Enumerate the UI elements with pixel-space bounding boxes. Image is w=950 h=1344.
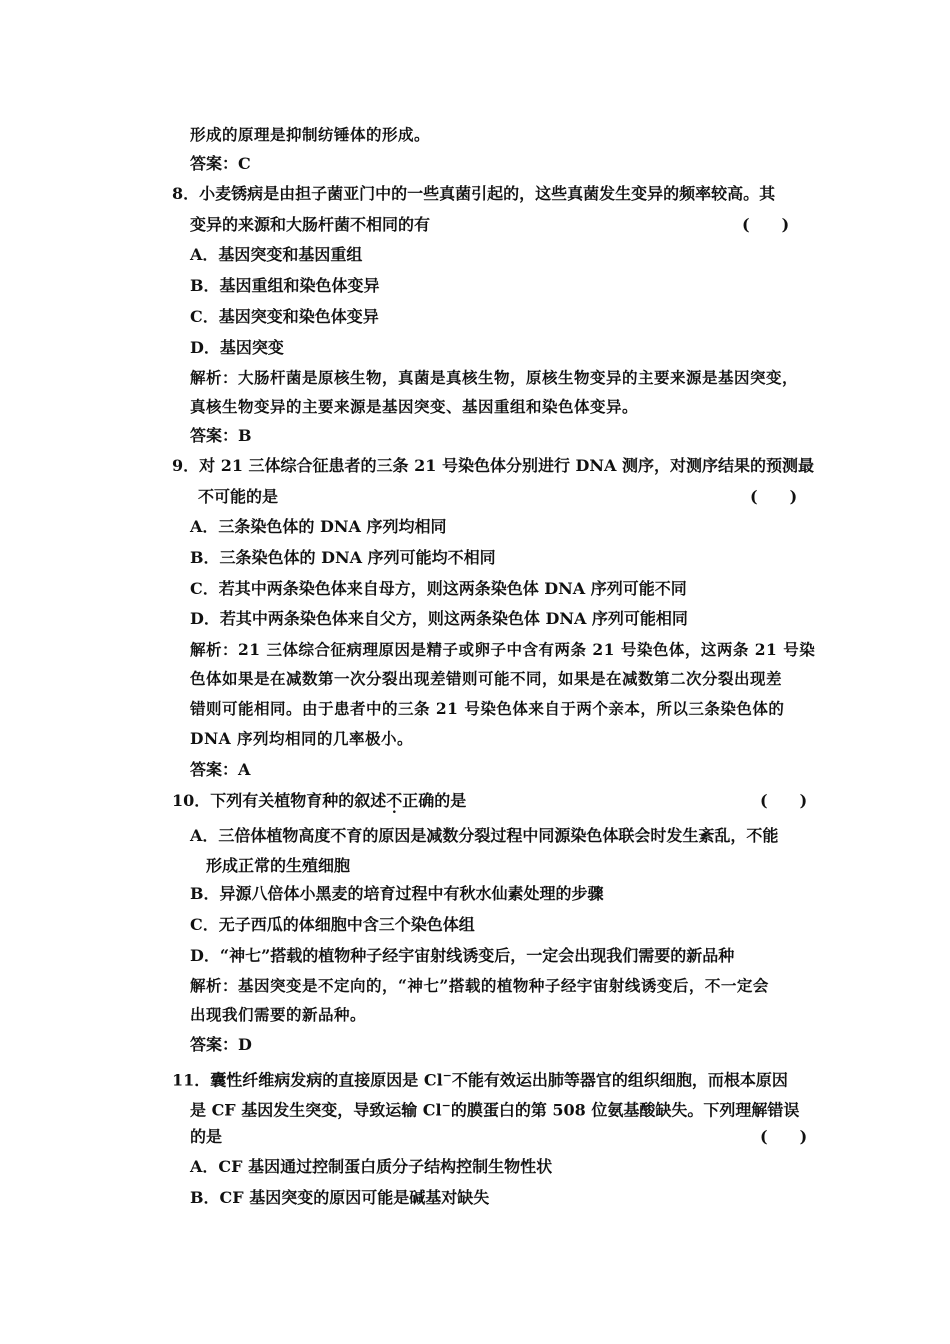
answer-label: 答案： bbox=[190, 426, 239, 445]
q10-stem-pre: 10．下列有关植物育种的叙述 bbox=[172, 791, 387, 810]
q8-option-d: D．基因突变 bbox=[190, 338, 284, 357]
q9-option-d: D．若其中两条染色体来自父方，则这两条染色体 DNA 序列可能相同 bbox=[190, 609, 688, 628]
q11-stem-line1-a: 11．囊性纤维病发病的直接原因是 Cl bbox=[172, 1070, 443, 1090]
q8-option-c: C．基因突变和染色体变异 bbox=[190, 307, 379, 326]
explanation-label: 解析： bbox=[190, 640, 239, 659]
q9-answer-paren: ( ) bbox=[750, 487, 798, 506]
explanation-text: 大肠杆菌是原核生物，真菌是真核生物，原核生物变异的主要来源是基因突变， bbox=[238, 368, 799, 387]
explanation-label: 解析： bbox=[190, 368, 239, 387]
answer-label: 答案： bbox=[190, 760, 239, 779]
q7-answer bbox=[190, 153, 251, 175]
q10-option-b: B．异源八倍体小黑麦的培育过程中有秋水仙素处理的步骤 bbox=[190, 884, 604, 903]
q9-option-a: A．三条染色体的 DNA 序列均相同 bbox=[190, 517, 447, 536]
q7-explanation-end: 形成的原理是抑制纺锤体的形成。 bbox=[190, 125, 431, 144]
q8-stem-line1: 8．小麦锈病是由担子菌亚门中的一些真菌引起的，这些真菌发生变异的频率较高。其 bbox=[172, 184, 776, 203]
answer-value: C bbox=[238, 154, 251, 173]
q10-explanation-line1 bbox=[190, 975, 769, 997]
q11-stem-line2-a: 是 CF 基因发生突变，导致运输 Cl bbox=[190, 1100, 442, 1120]
q11-stem-line1-b: 不能有效运出肺等器官的组织细胞，而根本原因 bbox=[451, 1070, 788, 1090]
q11-stem-line2 bbox=[190, 1095, 799, 1121]
q10-stem-post: 正确的是 bbox=[402, 791, 467, 810]
q10-answer bbox=[190, 1034, 252, 1056]
q10-answer-paren: ( ) bbox=[760, 791, 808, 810]
answer-label: 答案： bbox=[190, 1035, 239, 1054]
q9-option-b: B．三条染色体的 DNA 序列可能均不相同 bbox=[190, 548, 496, 567]
q11-answer-paren: ( ) bbox=[760, 1127, 808, 1146]
q8-explanation-line1 bbox=[190, 367, 798, 389]
q11-stem-line1 bbox=[172, 1065, 788, 1091]
q8-stem-line2: 变异的来源和大肠杆菌不相同的有 bbox=[190, 215, 431, 234]
q9-explanation-line1 bbox=[190, 639, 815, 661]
explanation-text: 21 三体综合征病理原因是精子或卵子中含有两条 21 号染色体，这两条 21 号染 bbox=[238, 640, 816, 659]
q9-explanation-line3: 错则可能相同。由于患者中的三条 21 号染色体来自于两个亲本，所以三条染色体的 bbox=[190, 699, 785, 718]
superscript-minus: − bbox=[441, 1099, 451, 1112]
q9-explanation-line4: DNA 序列均相同的几率极小。 bbox=[190, 729, 414, 748]
q9-option-c: C．若其中两条染色体来自母方，则这两条染色体 DNA 序列可能不同 bbox=[190, 579, 687, 598]
q10-stem-emphasis: 不 bbox=[386, 791, 403, 810]
superscript-minus: − bbox=[442, 1069, 452, 1082]
explanation-text: 基因突变是不定向的，“神七”搭载的植物种子经宇宙射线诱变后，不一定会 bbox=[238, 976, 769, 995]
answer-value: A bbox=[238, 760, 251, 779]
q9-stem-line1: 9．对 21 三体综合征患者的三条 21 号染色体分别进行 DNA 测序，对测序结果的预测最 bbox=[172, 456, 815, 475]
q10-explanation-line2: 出现我们需要的新品种。 bbox=[190, 1005, 367, 1024]
q8-option-b: B．基因重组和染色体变异 bbox=[190, 276, 380, 295]
q9-stem-line2: 不可能的是 bbox=[198, 487, 279, 506]
q8-answer-paren: ( ) bbox=[742, 215, 790, 234]
answer-label: 答案： bbox=[190, 154, 239, 173]
q10-option-d: D．“神七”搭载的植物种子经宇宙射线诱变后，一定会出现我们需要的新品种 bbox=[190, 946, 735, 965]
explanation-label: 解析： bbox=[190, 976, 239, 995]
q8-answer bbox=[190, 425, 252, 447]
answer-value: D bbox=[238, 1035, 252, 1054]
q8-option-a: A．基因突变和基因重组 bbox=[190, 245, 363, 264]
q11-option-a: A．CF 基因通过控制蛋白质分子结构控制生物性状 bbox=[190, 1157, 553, 1176]
q11-option-b: B．CF 基因突变的原因可能是碱基对缺失 bbox=[190, 1188, 490, 1207]
q9-answer bbox=[190, 759, 250, 781]
q10-option-a-line1: A．三倍体植物高度不育的原因是减数分裂过程中同源染色体联会时发生紊乱，不能 bbox=[190, 826, 779, 845]
q11-stem-line3: 的是 bbox=[190, 1127, 223, 1146]
q8-explanation-line2: 真核生物变异的主要来源是基因突变、基因重组和染色体变异。 bbox=[190, 397, 639, 416]
answer-value: B bbox=[238, 426, 252, 445]
q10-stem bbox=[172, 790, 466, 812]
q10-option-a-line2: 形成正常的生殖细胞 bbox=[206, 856, 351, 875]
q11-stem-line2-b: 的膜蛋白的第 508 位氨基酸缺失。下列理解错误 bbox=[450, 1100, 800, 1120]
q10-option-c: C．无子西瓜的体细胞中含三个染色体组 bbox=[190, 915, 475, 934]
q9-explanation-line2: 色体如果是在减数第一次分裂出现差错则可能不同，如果是在减数第二次分裂出现差 bbox=[190, 669, 783, 688]
